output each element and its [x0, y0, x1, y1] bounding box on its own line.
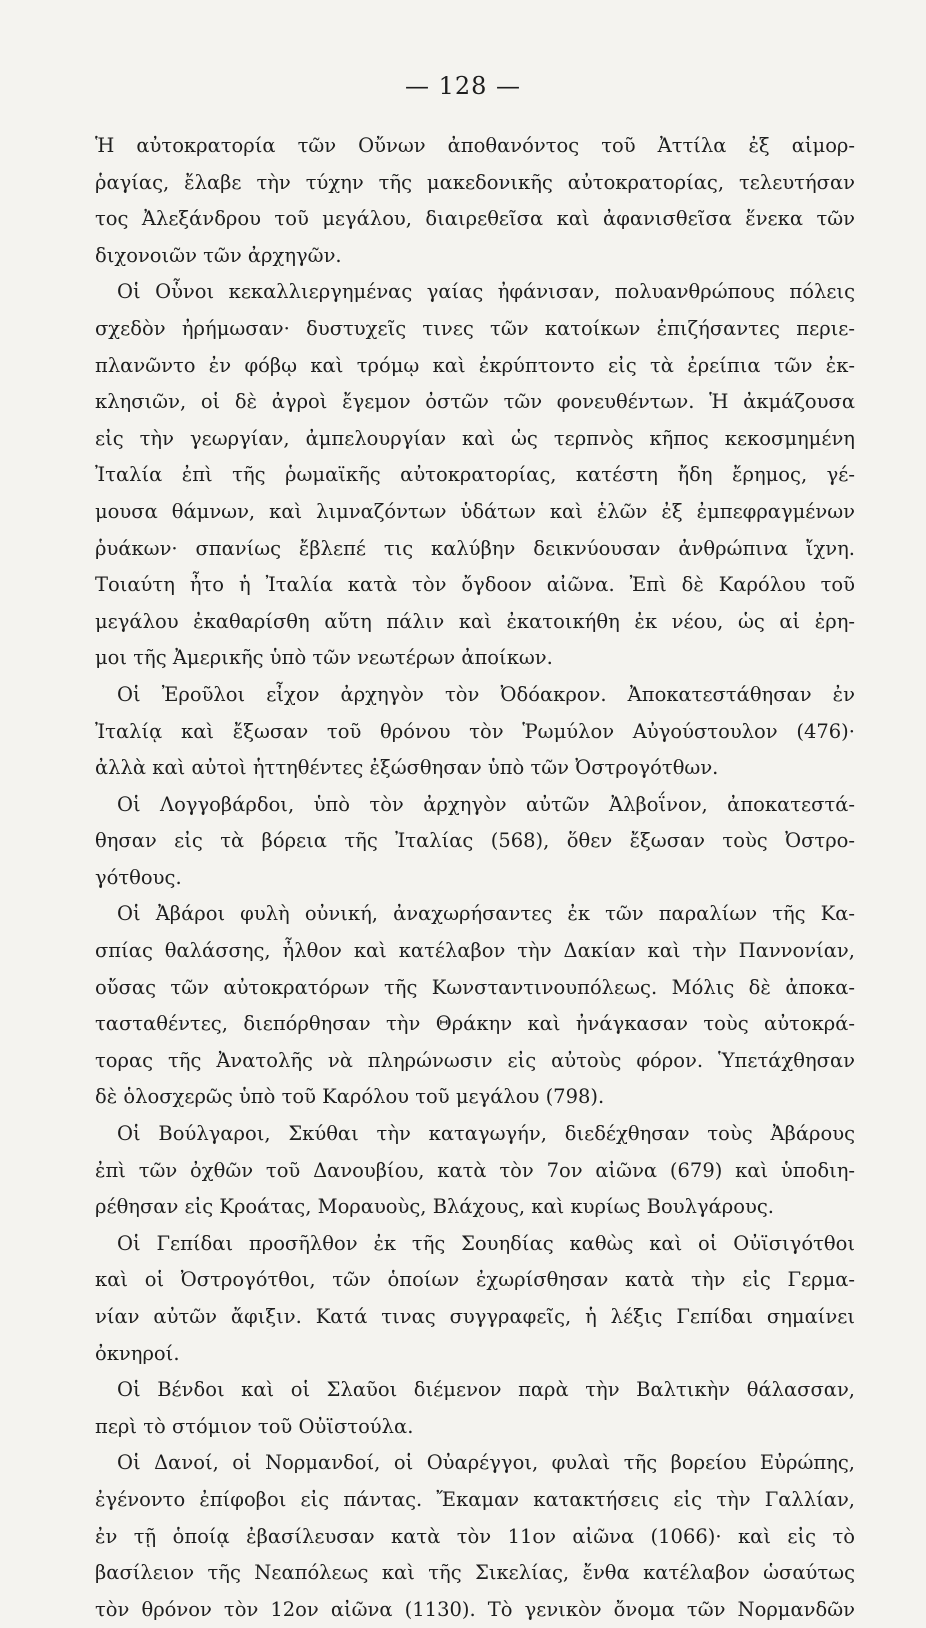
text-line: τος Ἀλεξάνδρου τοῦ μεγάλου, διαιρεθεῖσα καὶ ἀφανισθεῖσα ἕνεκα τῶν [95, 207, 855, 231]
text-line: ἀλλὰ καὶ αὐτοὶ ἡττηθέντες ἐξώσθησαν ὑπὸ τῶν Ὀστρογότθων. [95, 756, 719, 780]
text-line: γότθους. [95, 865, 182, 889]
text-line: μοι τῆς Ἀμερικῆς ὑπὸ τῶν νεωτέρων ἀποίκων. [95, 646, 553, 670]
page-number: — 128 — [404, 72, 522, 100]
text-line: σπίας θαλάσσης, ἦλθον καὶ κατέλαβον τὴν Δακίαν καὶ τὴν Παννονίαν, [95, 939, 855, 963]
page-body-text [95, 128, 855, 1628]
text-line: καὶ οἱ Ὀστρογότθοι, τῶν ὁποίων ἐχωρίσθησαν κατὰ τὴν εἰς Γερμα- [95, 1268, 855, 1292]
text-line: οὔσας τῶν αὐτοκρατόρων τῆς Κωνσταντινουπόλεως. Μόλις δὲ ἀποκα- [95, 975, 855, 999]
text-line: Οἱ Οὗνοι κεκαλλιεργημένας γαίας ἠφάνισαν, πολυανθρώπους πόλεις [117, 280, 855, 304]
text-line: Οἱ Ἐροῦλοι εἶχον ἀρχηγὸν τὸν Ὀδόακρον. Ἀποκατεστάθησαν ἐν [117, 682, 855, 706]
text-line: διχονοιῶν τῶν ἀρχηγῶν. [95, 243, 342, 267]
text-line: Οἱ Γεπίδαι προσῆλθον ἐκ τῆς Σουηδίας καθὼς καὶ οἱ Οὐϊσιγότθοι [117, 1231, 855, 1255]
text-line: ὀκνηροί. [95, 1341, 180, 1365]
text-line: τὸν θρόνον τὸν 12ον αἰῶνα (1130). Τὸ γενικὸν ὄνομα τῶν Νορμανδῶν [95, 1597, 855, 1621]
text-line: νίαν αὐτῶν ἄφιξιν. Κατά τινας συγγραφεῖς, ἡ λέξις Γεπίδαι σημαίνει [95, 1305, 855, 1328]
text-line: ἐν τῇ ὁποίᾳ ἐβασίλευσαν κατὰ τὸν 11ον αἰῶνα (1066)· καὶ εἰς τὸ [95, 1524, 855, 1548]
text-line: Οἱ Λογγοβάρδοι, ὑπὸ τὸν ἀρχηγὸν αὐτῶν Ἀλβοΐνον, ἀποκατεστά- [117, 792, 855, 816]
text-line: ἐπὶ τῶν ὀχθῶν τοῦ Δανουβίου, κατὰ τὸν 7ον αἰῶνα (679) καὶ ὑποδιη- [95, 1158, 855, 1182]
text-line: σχεδὸν ἠρήμωσαν· δυστυχεῖς τινες τῶν κατοίκων ἐπιζήσαντες περιε- [95, 316, 855, 340]
text-line: ῥυάκων· σπανίως ἔβλεπέ τις καλύβην δεικνύουσαν ἀνθρώπινα ἴχνη. [95, 536, 855, 560]
text-line: τορας τῆς Ἀνατολῆς νὰ πληρώνωσιν εἰς αὐτοὺς φόρον. Ὑπετάχθησαν [95, 1048, 855, 1072]
text-line: Ἡ αὐτοκρατορία τῶν Οὔνων ἀποθανόντος τοῦ Ἀττίλα ἐξ αἱμορ- [95, 134, 855, 157]
text-line: Ἰταλία ἐπὶ τῆς ῥωμαϊκῆς αὐτοκρατορίας, κατέστη ἤδη ἔρημος, γέ- [95, 463, 855, 487]
text-line: περὶ τὸ στόμιον τοῦ Οὐϊστούλα. [95, 1414, 414, 1438]
text-line: Οἱ Βούλγαροι, Σκύθαι τὴν καταγωγήν, διεδέχθησαν τοὺς Ἀβάρους [117, 1122, 855, 1146]
text-line: Ἰταλίᾳ καὶ ἔξωσαν τοῦ θρόνου τὸν Ῥωμύλον Αὐγούστουλον (476)· [95, 719, 855, 743]
text-line: μουσα θάμνων, καὶ λιμναζόντων ὑδάτων καὶ ἑλῶν ἐξ ἐμπεφραγμένων [95, 499, 855, 523]
text-line: τασταθέντες, διεπόρθησαν τὴν Θράκην καὶ ἠνάγκασαν τοὺς αὐτοκρά- [95, 1012, 855, 1036]
text-line: Τοιαύτη ἦτο ἡ Ἰταλία κατὰ τὸν ὄγδοον αἰῶνα. Ἐπὶ δὲ Καρόλου τοῦ [95, 573, 855, 597]
text-line: θησαν εἰς τὰ βόρεια τῆς Ἰταλίας (568), ὅθεν ἔξωσαν τοὺς Ὀστρο- [95, 829, 855, 853]
text-line: ἐγένοντο ἐπίφοβοι εἰς πάντας. Ἔκαμαν κατακτήσεις εἰς τὴν Γαλλίαν, [95, 1487, 855, 1511]
text-line: μεγάλου ἐκαθαρίσθη αὕτη πάλιν καὶ ἐκατοικήθη ἐκ νέου, ὡς αἱ ἐρη- [95, 609, 855, 633]
text-line: Οἱ Δανοί, οἱ Νορμανδοί, οἱ Οὐαρέγγοι, φυλαὶ τῆς βορείου Εὐρώπης, [117, 1451, 855, 1475]
text-line: ρέθησαν εἰς Κροάτας, Μοραυοὺς, Βλάχους, καὶ κυρίως Βουλγάρους. [95, 1195, 774, 1219]
text-line: Οἱ Βένδοι καὶ οἱ Σλαῦοι διέμενον παρὰ τὴν Βαλτικὴν θάλασσαν, [117, 1378, 855, 1402]
text-line: πλανῶντο ἐν φόβῳ καὶ τρόμῳ καὶ ἐκρύπτοντο εἰς τὰ ἐρείπια τῶν ἐκ- [95, 353, 855, 377]
text-line: εἰς τὴν γεωργίαν, ἀμπελουργίαν καὶ ὡς τερπνὸς κῆπος κεκοσμημένη [95, 426, 855, 450]
text-line: βασίλειον τῆς Νεαπόλεως καὶ τῆς Σικελίας, ἔνθα κατέλαβον ὡσαύτως [95, 1561, 855, 1585]
text-line: κλησιῶν, οἱ δὲ ἀγροὶ ἔγεμον ὀστῶν τῶν φονευθέντων. Ἡ ἀκμάζουσα [95, 390, 855, 414]
text-line: Οἱ Ἀβάροι φυλὴ οὐνική, ἀναχωρήσαντες ἐκ τῶν παραλίων τῆς Κα- [117, 902, 855, 926]
text-line: δὲ ὁλοσχερῶς ὑπὸ τοῦ Καρόλου τοῦ μεγάλου (798). [95, 1085, 605, 1109]
text-line: ῥαγίας, ἔλαβε τὴν τύχην τῆς μακεδονικῆς αὐτοκρατορίας, τελευτήσαν [95, 170, 855, 194]
